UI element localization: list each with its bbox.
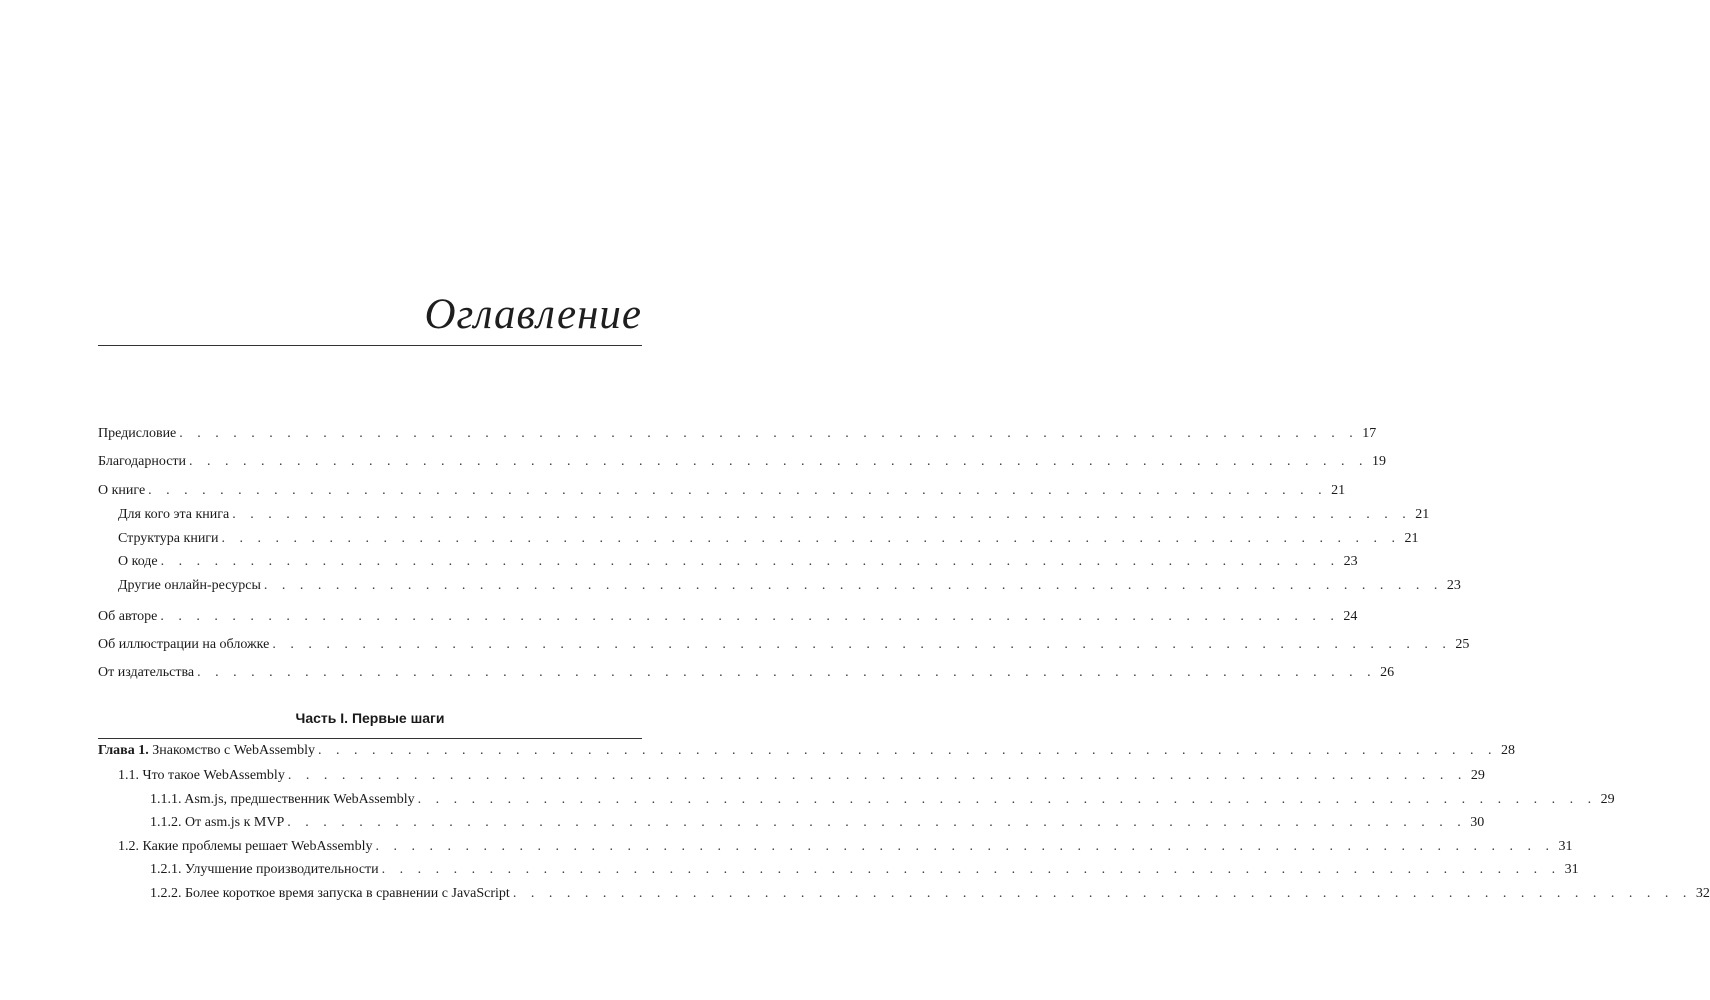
toc-page-number: 26	[1380, 665, 1395, 680]
toc-entry-label: Об авторе	[98, 609, 158, 624]
toc-entry-section-1-1-2[interactable]	[98, 813, 1485, 833]
toc-page-number: 23	[1343, 554, 1358, 569]
toc-entry-chapter-1[interactable]	[98, 741, 1516, 761]
toc-entry-section-1-1[interactable]	[98, 766, 1485, 786]
toc-entry-label: О книге	[98, 483, 146, 498]
toc-entry-label: 1.2.2. Более короткое время запуска в сравнении с JavaScript	[150, 886, 510, 901]
dot-leader: . . . . . . . . . . . . . . . . . . . . . . . . . . . . . . . . . . . . . . . . . . . . . . . . . . . . . . . . . . . . . . . . . .	[287, 815, 1467, 830]
toc-entry-label: 1.2. Какие проблемы решает WebAssembly	[118, 839, 373, 854]
dot-leader: . . . . . . . . . . . . . . . . . . . . . . . . . . . . . . . . . . . . . . . . . . . . . . . . . . . . . . . . . . . . . . . . . .	[417, 792, 1597, 807]
chapter-title: Знакомство с WebAssembly	[152, 743, 316, 758]
dot-leader: . . . . . . . . . . . . . . . . . . . . . . . . . . . . . . . . . . . . . . . . . . . . . . . . . . . . . . . . . . . . . . . . . .	[160, 609, 1340, 624]
toc-page-number: 32	[1695, 886, 1710, 901]
toc-page-number: 17	[1362, 426, 1377, 441]
toc-entry-about-author[interactable]	[98, 607, 1358, 627]
toc-entry-label: 1.2.1. Улучшение производительности	[150, 862, 379, 877]
toc-entry-section-1-1-1[interactable]	[98, 790, 1615, 810]
dot-leader: . . . . . . . . . . . . . . . . . . . . . . . . . . . . . . . . . . . . . . . . . . . . . . . . . . . . . . . . . . . . . . . . . .	[232, 507, 1412, 522]
page-title: Оглавление	[424, 291, 642, 338]
toc-page-number: 19	[1372, 454, 1387, 469]
toc-entry-label: Другие онлайн-ресурсы	[118, 578, 261, 593]
toc-entry-label: Благодарности	[98, 454, 187, 469]
dot-leader: . . . . . . . . . . . . . . . . . . . . . . . . . . . . . . . . . . . . . . . . . . . . . . . . . . . . . . . . . . . . . . . . . .	[221, 531, 1401, 546]
toc-page-number: 31	[1564, 862, 1579, 877]
dot-leader: . . . . . . . . . . . . . . . . . . . . . . . . . . . . . . . . . . . . . . . . . . . . . . . . . . . . . . . . . . . . . . . . . .	[160, 554, 1340, 569]
toc-page-number: 21	[1331, 483, 1346, 498]
toc-entry-section-1-2-2[interactable]	[98, 884, 1710, 904]
dot-leader: . . . . . . . . . . . . . . . . . . . . . . . . . . . . . . . . . . . . . . . . . . . . . . . . . . . . . . . . . . . . . . . . . .	[148, 483, 1328, 498]
toc-entry-structure[interactable]	[98, 529, 1419, 549]
dot-leader: . . . . . . . . . . . . . . . . . . . . . . . . . . . . . . . . . . . . . . . . . . . . . . . . . . . . . . . . . . . . . . . . . .	[375, 839, 1555, 854]
toc-page-number: 29	[1600, 792, 1615, 807]
toc-page-number: 30	[1470, 815, 1485, 830]
toc-entry-online-resources[interactable]	[98, 576, 1461, 596]
toc-page-number: 21	[1404, 531, 1419, 546]
toc-entry-audience[interactable]	[98, 505, 1430, 525]
dot-leader: . . . . . . . . . . . . . . . . . . . . . . . . . . . . . . . . . . . . . . . . . . . . . . . . . . . . . . . . . . . . . . . . . .	[179, 426, 1359, 441]
dot-leader: . . . . . . . . . . . . . . . . . . . . . . . . . . . . . . . . . . . . . . . . . . . . . . . . . . . . . . . . . . . . . . . . . .	[287, 768, 1467, 783]
toc-entry-about-book[interactable]	[98, 481, 1346, 501]
toc-entry-section-1-2[interactable]	[98, 837, 1573, 857]
toc-entry-label: Для кого эта книга	[118, 507, 230, 522]
dot-leader: . . . . . . . . . . . . . . . . . . . . . . . . . . . . . . . . . . . . . . . . . . . . . . . . . . . . . . . . . . . . . . . . . .	[512, 886, 1692, 901]
toc-page-number: 28	[1501, 743, 1516, 758]
dot-leader: . . . . . . . . . . . . . . . . . . . . . . . . . . . . . . . . . . . . . . . . . . . . . . . . . . . . . . . . . . . . . . . . . .	[318, 743, 1498, 758]
toc-entry-label: Об иллюстрации на обложке	[98, 637, 270, 652]
toc-entry-label: Структура книги	[118, 531, 219, 546]
toc-entry-label	[98, 741, 315, 761]
toc-page-number: 23	[1446, 578, 1461, 593]
toc-entry-publisher[interactable]	[98, 663, 1395, 683]
toc-page-number: 29	[1470, 768, 1485, 783]
toc-page-number: 25	[1455, 637, 1470, 652]
chapter-prefix: Глава 1.	[98, 743, 149, 758]
toc-entry-about-code[interactable]	[98, 552, 1358, 572]
toc-entry-acknowledgements[interactable]	[98, 452, 1387, 472]
dot-leader: . . . . . . . . . . . . . . . . . . . . . . . . . . . . . . . . . . . . . . . . . . . . . . . . . . . . . . . . . . . . . . . . . .	[189, 454, 1369, 469]
toc-page-number: 24	[1343, 609, 1358, 624]
toc-entry-preface[interactable]	[98, 424, 1377, 444]
toc-entry-cover-illustration[interactable]	[98, 635, 1470, 655]
toc-page-number: 21	[1415, 507, 1430, 522]
title-divider	[98, 345, 642, 346]
toc-entry-label: 1.1. Что такое WebAssembly	[118, 768, 285, 783]
toc-entry-label: 1.1.2. От asm.js к MVP	[150, 815, 285, 830]
part-heading: Часть I. Первые шаги	[295, 710, 445, 726]
toc-entry-label: Предисловие	[98, 426, 177, 441]
part-divider	[98, 738, 642, 739]
dot-leader: . . . . . . . . . . . . . . . . . . . . . . . . . . . . . . . . . . . . . . . . . . . . . . . . . . . . . . . . . . . . . . . . . .	[197, 665, 1377, 680]
dot-leader: . . . . . . . . . . . . . . . . . . . . . . . . . . . . . . . . . . . . . . . . . . . . . . . . . . . . . . . . . . . . . . . . . .	[381, 862, 1561, 877]
dot-leader: . . . . . . . . . . . . . . . . . . . . . . . . . . . . . . . . . . . . . . . . . . . . . . . . . . . . . . . . . . . . . . . . . .	[272, 637, 1452, 652]
toc-entry-label: От издательства	[98, 665, 195, 680]
toc-entry-label: О коде	[118, 554, 158, 569]
toc-page-number: 31	[1558, 839, 1573, 854]
toc-entry-section-1-2-1[interactable]	[98, 860, 1579, 880]
dot-leader: . . . . . . . . . . . . . . . . . . . . . . . . . . . . . . . . . . . . . . . . . . . . . . . . . . . . . . . . . . . . . . . . . .	[263, 578, 1443, 593]
toc-entry-label: 1.1.1. Asm.js, предшественник WebAssembly	[150, 792, 415, 807]
